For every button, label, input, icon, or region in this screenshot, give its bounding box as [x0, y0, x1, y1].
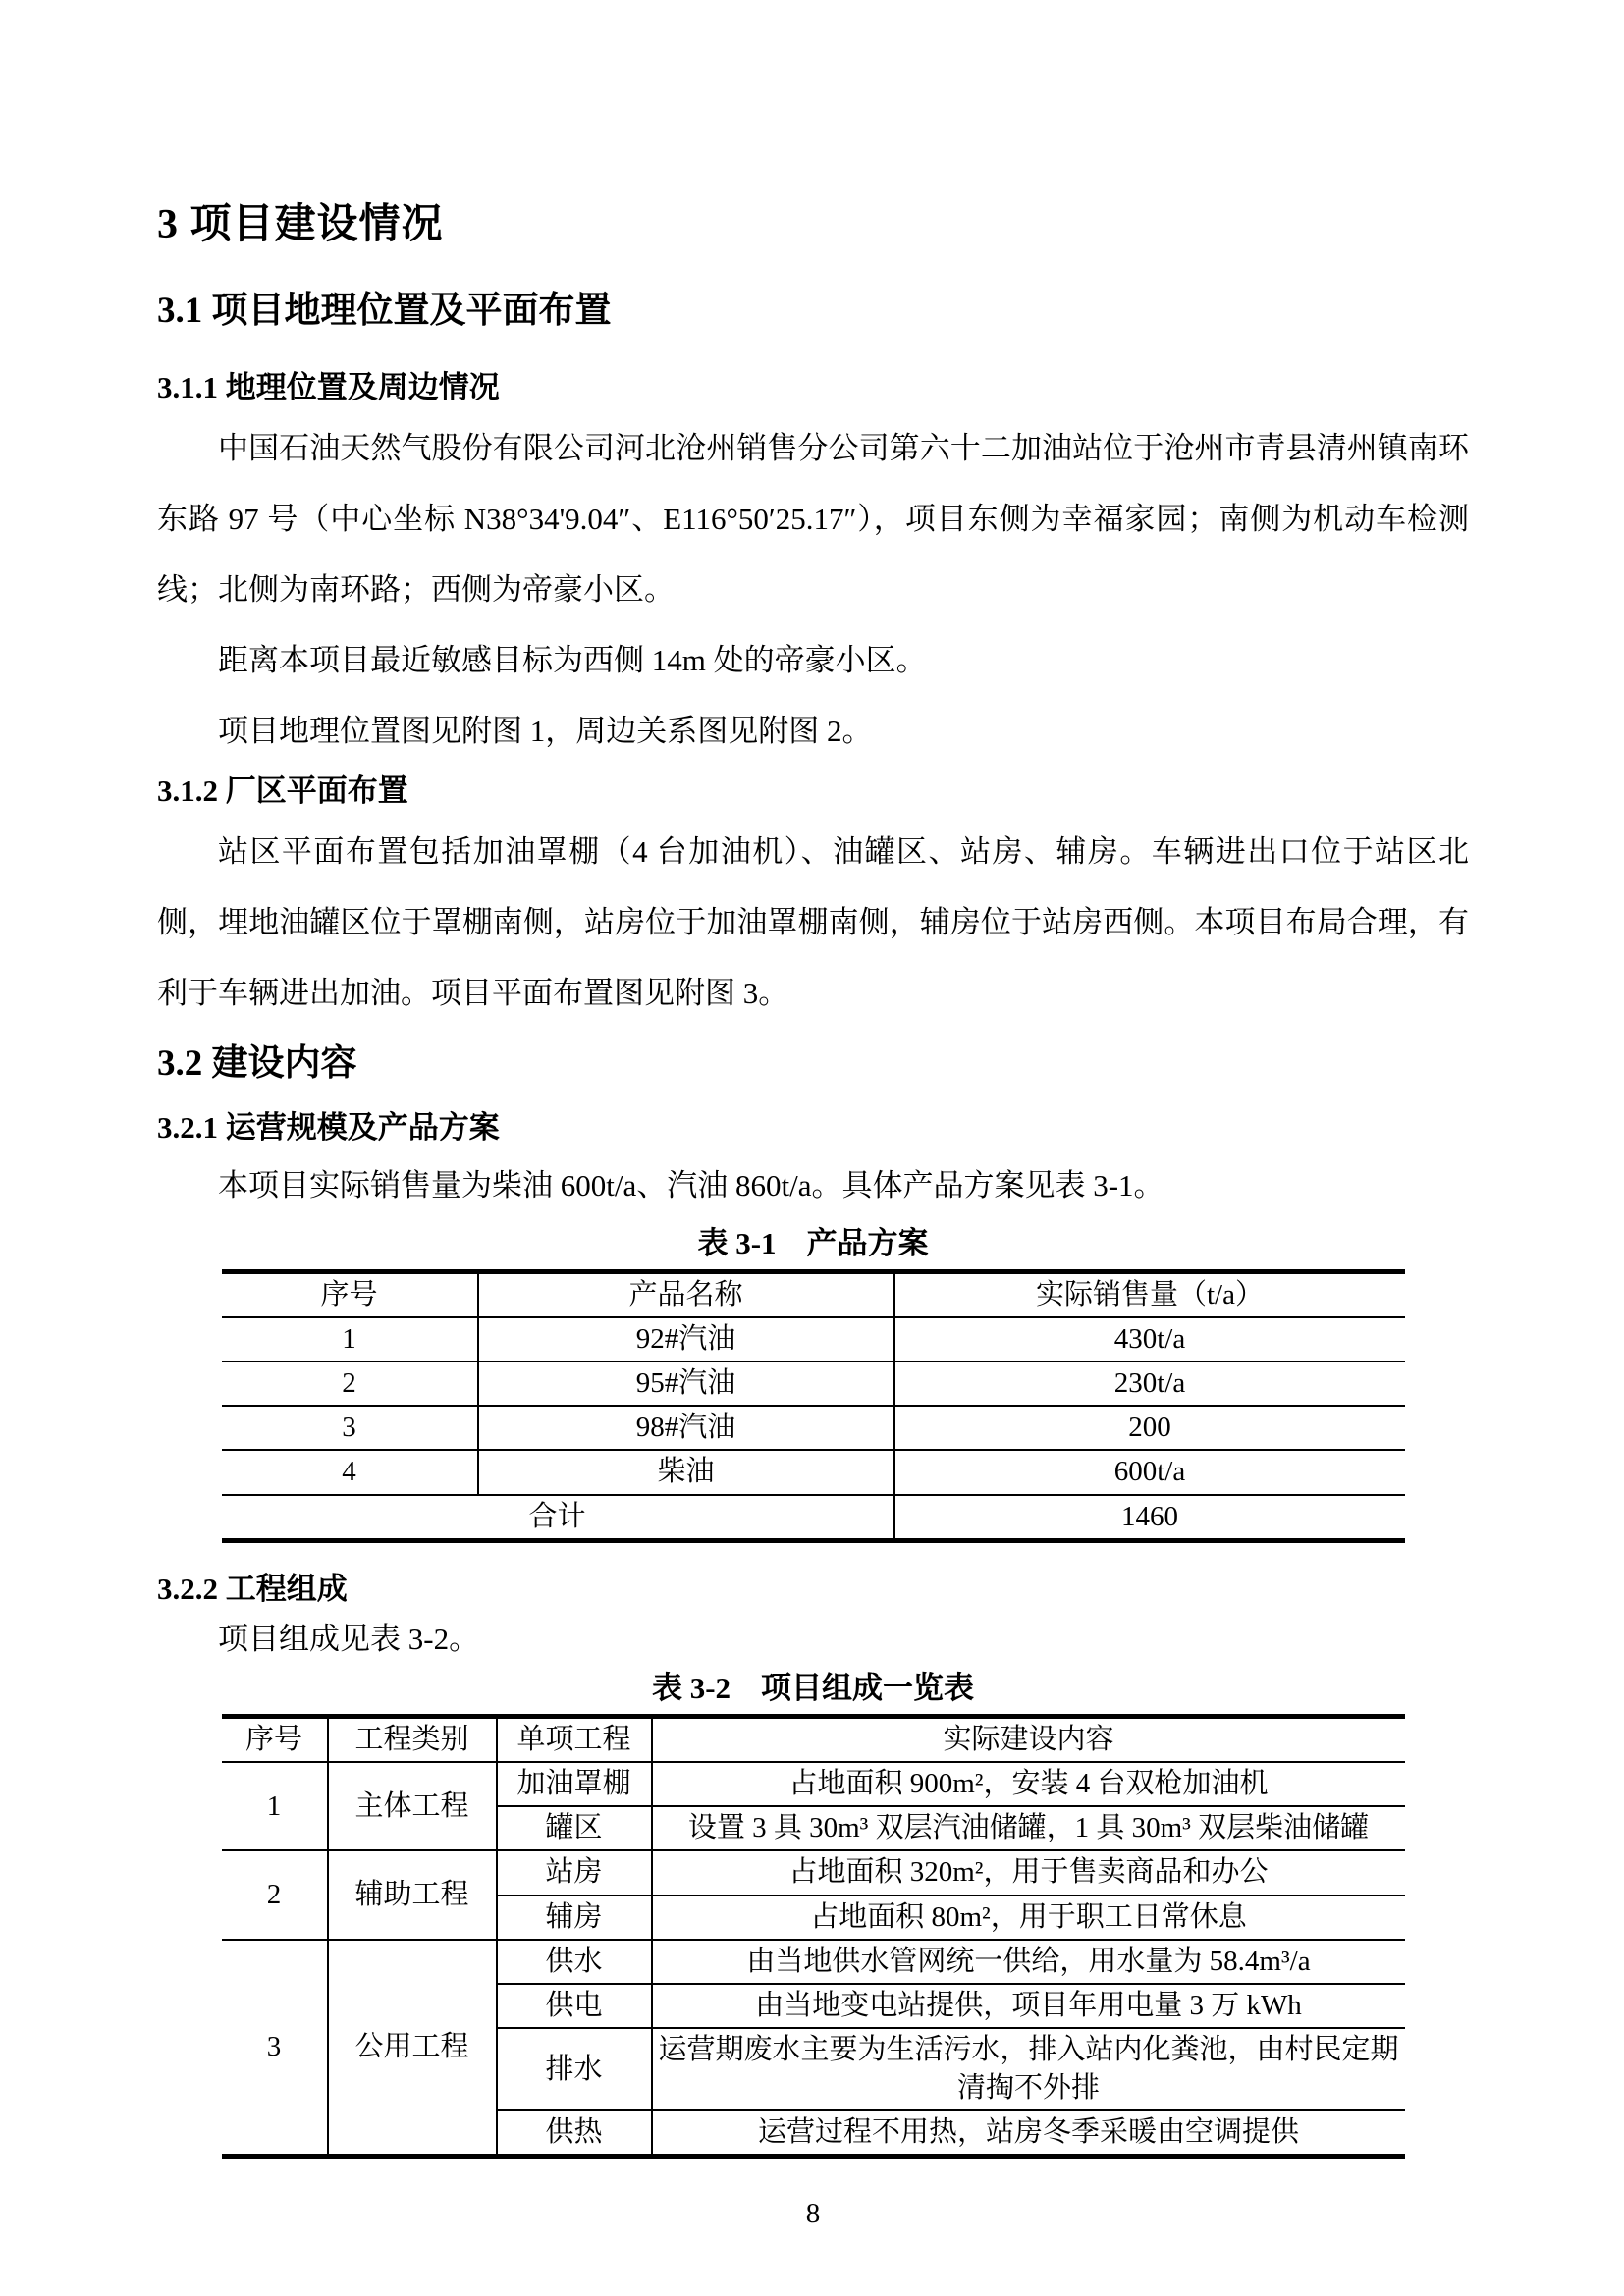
table-row — [222, 1940, 1405, 1984]
cell-item: 供电 — [497, 1984, 652, 2028]
table-row — [222, 1406, 1405, 1450]
column-header-product: 产品名称 — [478, 1271, 894, 1317]
cell-seq: 3 — [222, 1406, 478, 1450]
cell-item: 罐区 — [497, 1806, 652, 1850]
cell-seq: 1 — [222, 1317, 478, 1362]
column-header-category: 工程类别 — [328, 1717, 497, 1763]
table-row — [222, 1317, 1405, 1362]
paragraph-site-layout: 站区平面布置包括加油罩棚（4 台加油机）、油罐区、站房、辅房。车辆进出口位于站区北侧，埋地油罐区位于罩棚南侧，站房位于加油罩棚南侧，辅房位于站房西侧。本项目布局合理，有利于车辆进出加油。项目平面布置图见附图 3。 — [157, 834, 1469, 1011]
heading-section-3-1-1: 3.1.1 地理位置及周边情况 — [157, 369, 500, 404]
cell-sales: 430t/a — [894, 1317, 1405, 1362]
paragraph-sales-scale: 本项目实际销售量为柴油 600t/a、汽油 860t/a。具体产品方案见表 3-1。 — [218, 1167, 1164, 1202]
table-product-plan — [222, 1269, 1405, 1543]
paragraph-composition: 项目组成见表 3-2。 — [218, 1621, 480, 1656]
column-header-seq: 序号 — [222, 1271, 478, 1317]
column-header-content: 实际建设内容 — [652, 1717, 1405, 1763]
cell-product: 92#汽油 — [478, 1317, 894, 1362]
cell-total-label: 合计 — [222, 1495, 894, 1541]
column-header-seq: 序号 — [222, 1717, 328, 1763]
cell-seq: 1 — [222, 1762, 328, 1850]
cell-sales: 200 — [894, 1406, 1405, 1450]
table-total-row — [222, 1495, 1405, 1541]
heading-section-3-1-2: 3.1.2 厂区平面布置 — [157, 773, 408, 808]
heading-section-3-2-2: 3.2.2 工程组成 — [157, 1571, 348, 1606]
column-header-sales: 实际销售量（t/a） — [894, 1271, 1405, 1317]
cell-item: 辅房 — [497, 1896, 652, 1940]
cell-product: 柴油 — [478, 1450, 894, 1494]
cell-item: 排水 — [497, 2028, 652, 2110]
paragraph-map-reference: 项目地理位置图见附图 1，周边关系图见附图 2。 — [218, 713, 873, 748]
cell-item: 站房 — [497, 1850, 652, 1895]
table-3-2-caption: 表 3-2 项目组成一览表 — [651, 1670, 975, 1705]
paragraph-location-overview: 中国石油天然气股份有限公司河北沧州销售分公司第六十二加油站位于沧州市青县清州镇南环东路 97 号（中心坐标 N38°34'9.04″、E116°50′25.17″），项目东侧为幸福家园；南侧为机动车检测线；北侧为南环路；西侧为帝豪小区。 — [157, 430, 1469, 607]
cell-category: 主体工程 — [328, 1762, 497, 1850]
cell-content: 运营期废水主要为生活污水，排入站内化粪池，由村民定期清掏不外排 — [652, 2028, 1405, 2110]
table-row — [222, 1362, 1405, 1406]
cell-category: 公用工程 — [328, 1940, 497, 2157]
cell-seq: 4 — [222, 1450, 478, 1494]
cell-content: 占地面积 900m²，安装 4 台双枪加油机 — [652, 1762, 1405, 1806]
table-row — [222, 1762, 1405, 1806]
cell-content: 占地面积 320m²，用于售卖商品和办公 — [652, 1850, 1405, 1895]
table-3-1-caption: 表 3-1 产品方案 — [697, 1225, 929, 1260]
table-row — [222, 1850, 1405, 1895]
page-number: 8 — [805, 2198, 821, 2230]
heading-section-3-2: 3.2 建设内容 — [157, 1043, 357, 1085]
cell-item: 供水 — [497, 1940, 652, 1984]
table-header-row — [222, 1717, 1405, 1763]
column-header-item: 单项工程 — [497, 1717, 652, 1763]
cell-product: 95#汽油 — [478, 1362, 894, 1406]
cell-item: 供热 — [497, 2110, 652, 2157]
cell-seq: 3 — [222, 1940, 328, 2157]
cell-item: 加油罩棚 — [497, 1762, 652, 1806]
cell-seq: 2 — [222, 1362, 478, 1406]
cell-total-value: 1460 — [894, 1495, 1405, 1541]
paragraph-sensitive-target: 距离本项目最近敏感目标为西侧 14m 处的帝豪小区。 — [218, 642, 927, 677]
cell-seq: 2 — [222, 1850, 328, 1939]
cell-content: 由当地变电站提供，项目年用电量 3 万 kWh — [652, 1984, 1405, 2028]
cell-content: 设置 3 具 30m³ 双层汽油储罐，1 具 30m³ 双层柴油储罐 — [652, 1806, 1405, 1850]
cell-category: 辅助工程 — [328, 1850, 497, 1939]
cell-sales: 600t/a — [894, 1450, 1405, 1494]
table-row — [222, 1450, 1405, 1494]
cell-content: 占地面积 80m²，用于职工日常休息 — [652, 1896, 1405, 1940]
cell-sales: 230t/a — [894, 1362, 1405, 1406]
table-header-row — [222, 1271, 1405, 1317]
cell-content: 运营过程不用热，站房冬季采暖由空调提供 — [652, 2110, 1405, 2157]
heading-chapter-3: 3 项目建设情况 — [157, 202, 444, 247]
heading-section-3-2-1: 3.2.1 运营规模及产品方案 — [157, 1110, 500, 1146]
cell-content: 由当地供水管网统一供给，用水量为 58.4m³/a — [652, 1940, 1405, 1984]
heading-section-3-1: 3.1 项目地理位置及平面布置 — [157, 291, 612, 332]
cell-product: 98#汽油 — [478, 1406, 894, 1450]
table-project-composition — [222, 1714, 1405, 2159]
